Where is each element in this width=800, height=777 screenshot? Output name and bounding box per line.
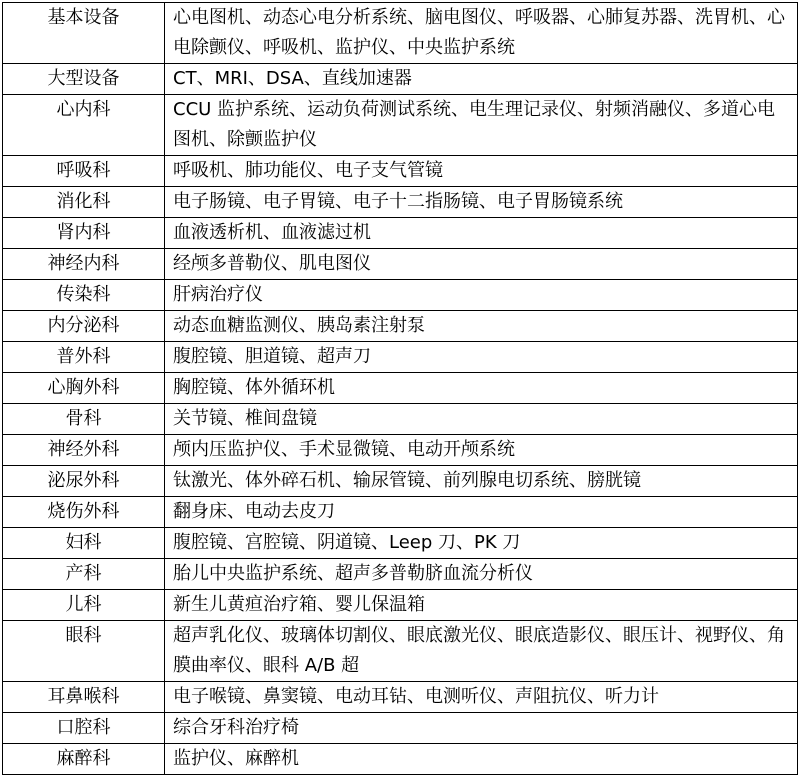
equipment-cell: 肝病治疗仪	[165, 280, 798, 311]
table-row	[3, 3, 798, 64]
equipment-cell: 超声乳化仪、玻璃体切割仪、眼底激光仪、眼底造影仪、眼压计、视野仪、角膜曲率仪、眼科 A/B 超	[165, 621, 798, 682]
table-row	[3, 218, 798, 249]
department-cell: 内分泌科	[3, 311, 165, 342]
equipment-cell: 胎儿中央监护系统、超声多普勒脐血流分析仪	[165, 559, 798, 590]
department-cell: 普外科	[3, 342, 165, 373]
department-cell: 妇科	[3, 528, 165, 559]
table-row	[3, 497, 798, 528]
department-cell: 儿科	[3, 590, 165, 621]
department-cell: 心内科	[3, 95, 165, 156]
equipment-cell: 呼吸机、肺功能仪、电子支气管镜	[165, 156, 798, 187]
table-row	[3, 435, 798, 466]
equipment-cell: 胸腔镜、体外循环机	[165, 373, 798, 404]
equipment-cell: 腹腔镜、胆道镜、超声刀	[165, 342, 798, 373]
department-cell: 呼吸科	[3, 156, 165, 187]
department-cell: 骨科	[3, 404, 165, 435]
department-cell: 泌尿外科	[3, 466, 165, 497]
table-row	[3, 590, 798, 621]
table-row	[3, 156, 798, 187]
department-cell: 肾内科	[3, 218, 165, 249]
table-row	[3, 187, 798, 218]
table-row	[3, 311, 798, 342]
table-row	[3, 249, 798, 280]
table-row	[3, 95, 798, 156]
equipment-cell: 心电图机、动态心电分析系统、脑电图仪、呼吸器、心肺复苏器、洗胃机、心电除颤仪、呼吸机、监护仪、中央监护系统	[165, 3, 798, 64]
equipment-cell: 颅内压监护仪、手术显微镜、电动开颅系统	[165, 435, 798, 466]
department-cell: 产科	[3, 559, 165, 590]
department-cell: 口腔科	[3, 713, 165, 744]
equipment-table-body	[3, 3, 798, 775]
department-cell: 传染科	[3, 280, 165, 311]
equipment-cell: 动态血糖监测仪、胰岛素注射泵	[165, 311, 798, 342]
equipment-cell: 电子肠镜、电子胃镜、电子十二指肠镜、电子胃肠镜系统	[165, 187, 798, 218]
department-cell: 大型设备	[3, 64, 165, 95]
equipment-cell: 电子喉镜、鼻窦镜、电动耳钻、电测听仪、声阻抗仪、听力计	[165, 682, 798, 713]
table-row	[3, 559, 798, 590]
table-row	[3, 280, 798, 311]
equipment-cell: 钛激光、体外碎石机、输尿管镜、前列腺电切系统、膀胱镜	[165, 466, 798, 497]
department-cell: 神经外科	[3, 435, 165, 466]
equipment-cell: CT、MRI、DSA、直线加速器	[165, 64, 798, 95]
department-cell: 消化科	[3, 187, 165, 218]
equipment-cell: CCU 监护系统、运动负荷测试系统、电生理记录仪、射频消融仪、多道心电图机、除颤监护仪	[165, 95, 798, 156]
department-cell: 耳鼻喉科	[3, 682, 165, 713]
department-cell: 眼科	[3, 621, 165, 682]
department-cell: 基本设备	[3, 3, 165, 64]
table-row	[3, 404, 798, 435]
equipment-cell: 腹腔镜、宫腔镜、阴道镜、Leep 刀、PK 刀	[165, 528, 798, 559]
table-row	[3, 713, 798, 744]
equipment-cell: 新生儿黄疸治疗箱、婴儿保温箱	[165, 590, 798, 621]
table-row	[3, 466, 798, 497]
department-cell: 烧伤外科	[3, 497, 165, 528]
table-row	[3, 373, 798, 404]
table-row	[3, 64, 798, 95]
table-row	[3, 528, 798, 559]
equipment-cell: 翻身床、电动去皮刀	[165, 497, 798, 528]
department-cell: 麻醉科	[3, 744, 165, 775]
table-row	[3, 744, 798, 775]
equipment-table	[2, 2, 798, 775]
department-cell: 神经内科	[3, 249, 165, 280]
equipment-cell: 关节镜、椎间盘镜	[165, 404, 798, 435]
equipment-cell: 监护仪、麻醉机	[165, 744, 798, 775]
department-cell: 心胸外科	[3, 373, 165, 404]
equipment-cell: 综合牙科治疗椅	[165, 713, 798, 744]
table-row	[3, 682, 798, 713]
equipment-cell: 经颅多普勒仪、肌电图仪	[165, 249, 798, 280]
table-row	[3, 342, 798, 373]
table-row	[3, 621, 798, 682]
equipment-cell: 血液透析机、血液滤过机	[165, 218, 798, 249]
